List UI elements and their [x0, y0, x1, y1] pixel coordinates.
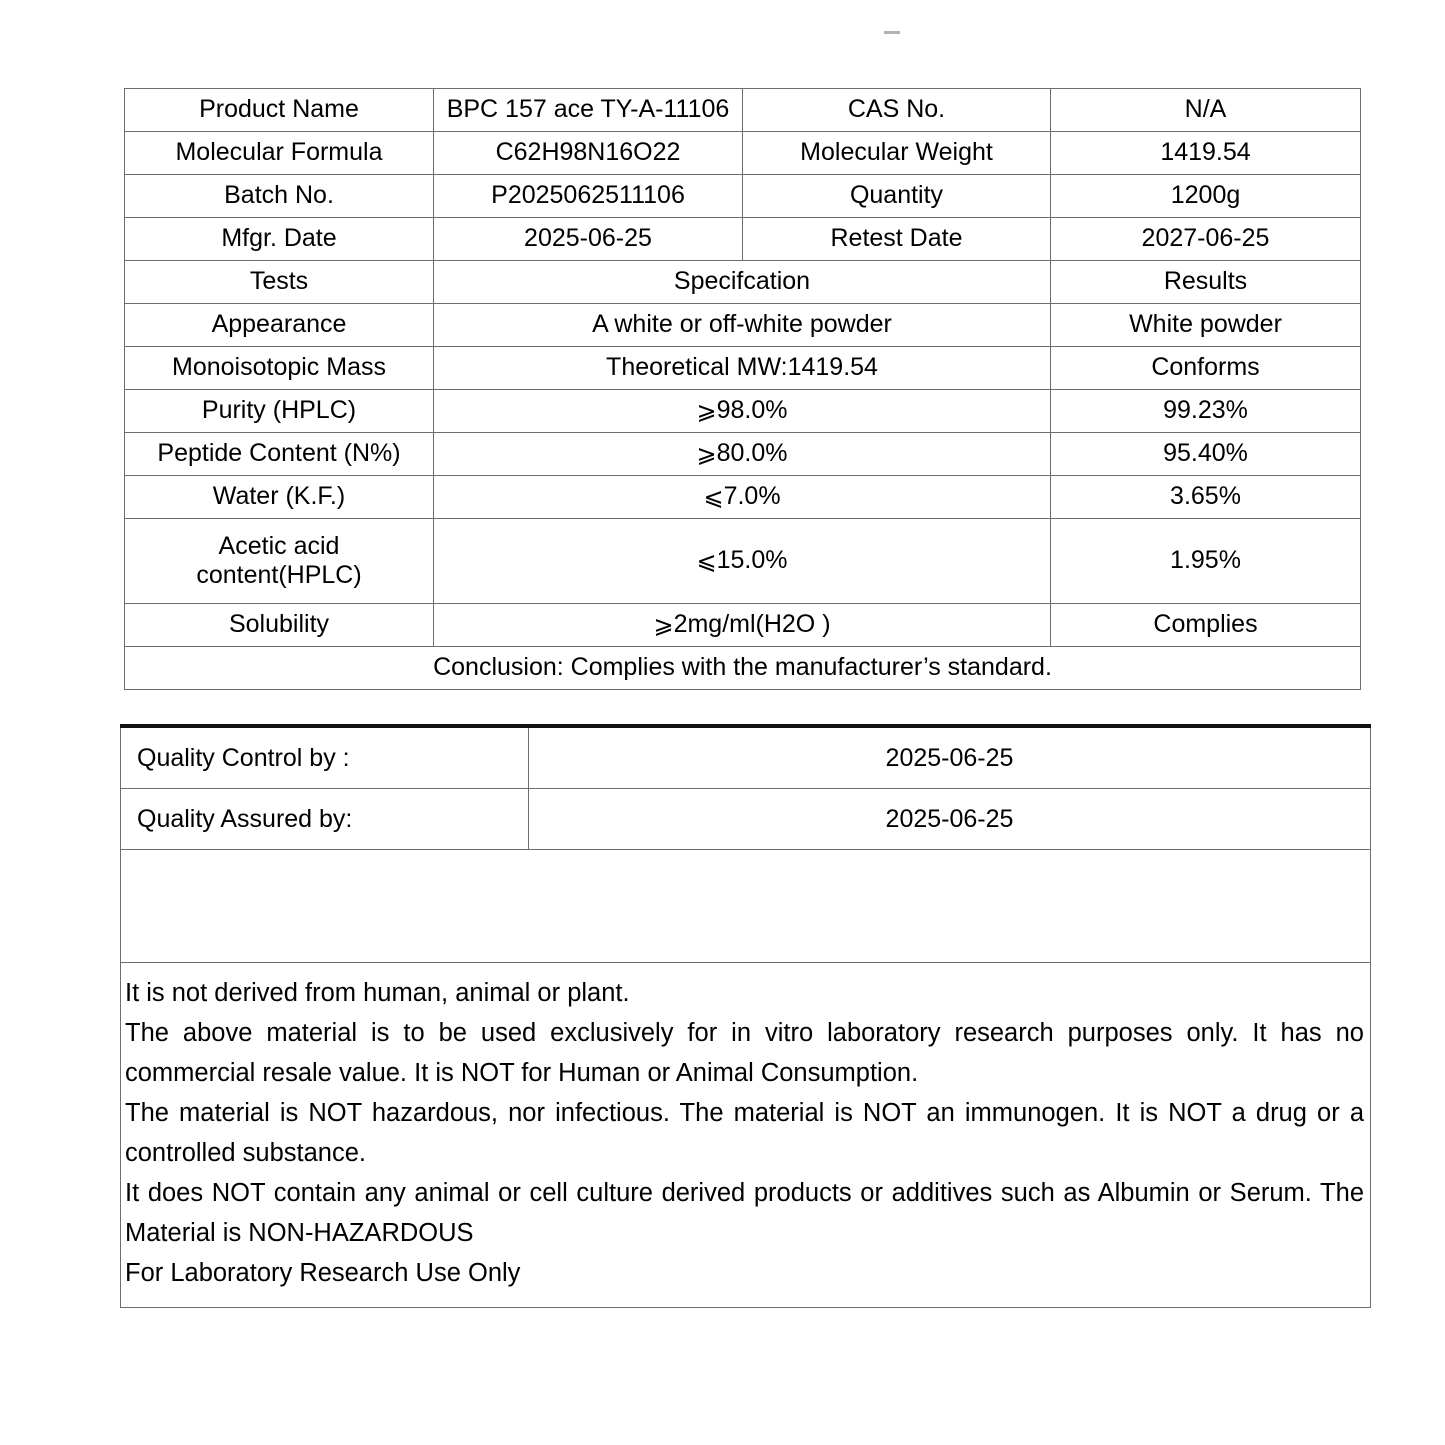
spec-text: 2mg/ml(H2O ) — [673, 610, 831, 639]
test-result-purity: 99.23% — [1051, 390, 1361, 433]
test-spec-appearance — [434, 304, 1051, 347]
quality-assured-label: Quality Assured by: — [121, 789, 529, 850]
results-header: Results — [1051, 261, 1361, 304]
molecular-formula-label: Molecular Formula — [125, 132, 434, 175]
test-name-acetic-acid — [125, 519, 434, 604]
test-name-solubility: Solubility — [125, 604, 434, 647]
table-row — [125, 476, 1361, 519]
test-header-row — [125, 261, 1361, 304]
table-row — [125, 304, 1361, 347]
test-spec-peptide-content — [434, 433, 1051, 476]
quantity-label: Quantity — [743, 175, 1051, 218]
conclusion-row — [125, 647, 1361, 690]
test-spec-purity — [434, 390, 1051, 433]
retest-date-value: 2027-06-25 — [1051, 218, 1361, 261]
spec-text: 15.0% — [716, 546, 788, 575]
inequality-glyph: ⩾ — [696, 397, 717, 426]
disclaimer-block — [121, 963, 1371, 1308]
spec-text: 80.0% — [716, 439, 788, 468]
specification-header: Specifcation — [434, 261, 1051, 304]
test-result-appearance: White powder — [1051, 304, 1361, 347]
test-name-appearance: Appearance — [125, 304, 434, 347]
mfgr-date-value: 2025-06-25 — [434, 218, 743, 261]
acetic-acid-line1: Acetic acid — [218, 531, 340, 560]
certificate-of-analysis-table — [124, 88, 1361, 690]
disclaimer-line-1: It is not derived from human, animal or plant. — [125, 979, 630, 1007]
retest-date-label: Retest Date — [743, 218, 1051, 261]
test-name-monoisotopic-mass: Monoisotopic Mass — [125, 347, 434, 390]
table-row — [125, 390, 1361, 433]
test-spec-water — [434, 476, 1051, 519]
test-spec-acetic-acid — [434, 519, 1051, 604]
cas-no-value: N/A — [1051, 89, 1361, 132]
table-row — [125, 519, 1361, 604]
table-row — [125, 132, 1361, 175]
test-spec-monoisotopic-mass — [434, 347, 1051, 390]
inequality-glyph: ⩾ — [696, 440, 717, 469]
table-row — [125, 347, 1361, 390]
table-row — [125, 433, 1361, 476]
spec-text: 7.0% — [723, 482, 781, 511]
test-result-solubility: Complies — [1051, 604, 1361, 647]
test-name-water: Water (K.F.) — [125, 476, 434, 519]
spec-text: 98.0% — [716, 396, 788, 425]
disclaimer-line-5: For Laboratory Research Use Only — [125, 1259, 521, 1287]
table-row — [125, 89, 1361, 132]
quantity-value: 1200g — [1051, 175, 1361, 218]
conclusion-text: Conclusion: Complies with the manufacturer’s standard. — [125, 647, 1361, 690]
test-result-acetic-acid: 1.95% — [1051, 519, 1361, 604]
inequality-glyph: ⩽ — [696, 547, 717, 576]
cas-no-label: CAS No. — [743, 89, 1051, 132]
acetic-acid-line2: content(HPLC) — [196, 561, 362, 589]
batch-no-value: P2025062511106 — [434, 175, 743, 218]
disclaimer-line-3: The material is NOT hazardous, nor infectious. The material is NOT an immunogen. It is NOT a drug or a controlled substance. — [125, 1099, 1364, 1167]
quality-assured-row — [121, 789, 1371, 850]
table-row — [125, 175, 1361, 218]
inequality-glyph: ⩽ — [703, 483, 724, 512]
test-result-water: 3.65% — [1051, 476, 1361, 519]
tests-header: Tests — [125, 261, 434, 304]
table-row — [125, 604, 1361, 647]
test-result-peptide-content: 95.40% — [1051, 433, 1361, 476]
product-name-label: Product Name — [125, 89, 434, 132]
top-scan-artifact — [884, 31, 900, 34]
molecular-formula-value: C62H98N16O22 — [434, 132, 743, 175]
molecular-weight-value: 1419.54 — [1051, 132, 1361, 175]
table-row — [125, 218, 1361, 261]
test-name-purity: Purity (HPLC) — [125, 390, 434, 433]
test-spec-solubility — [434, 604, 1051, 647]
test-result-monoisotopic-mass: Conforms — [1051, 347, 1361, 390]
product-name-value: BPC 157 ace TY-A-11106 — [434, 89, 743, 132]
quality-control-row — [121, 726, 1371, 789]
batch-no-label: Batch No. — [125, 175, 434, 218]
inequality-glyph: ⩾ — [653, 611, 674, 640]
mfgr-date-label: Mfgr. Date — [125, 218, 434, 261]
molecular-weight-label: Molecular Weight — [743, 132, 1051, 175]
disclaimer-row — [121, 963, 1371, 1308]
quality-control-label: Quality Control by : — [121, 726, 529, 789]
signature-blank-row — [121, 850, 1371, 963]
disclaimer-line-4: It does NOT contain any animal or cell culture derived products or additives such as Albumin or Serum. The Material is NON-HAZARDOUS — [125, 1179, 1364, 1247]
spec-text: A white or off-white powder — [592, 310, 892, 339]
signature-blank-area — [121, 850, 1371, 963]
quality-assured-date: 2025-06-25 — [529, 789, 1371, 850]
signature-and-disclaimer-table — [120, 724, 1371, 1308]
quality-control-date: 2025-06-25 — [529, 726, 1371, 789]
spec-text: Theoretical MW:1419.54 — [606, 353, 878, 382]
test-name-peptide-content: Peptide Content (N%) — [125, 433, 434, 476]
disclaimer-line-2: The above material is to be used exclusively for in vitro laboratory research purposes only. It has no commercial resale value. It is NOT for Human or Animal Consumption. — [125, 1019, 1364, 1087]
